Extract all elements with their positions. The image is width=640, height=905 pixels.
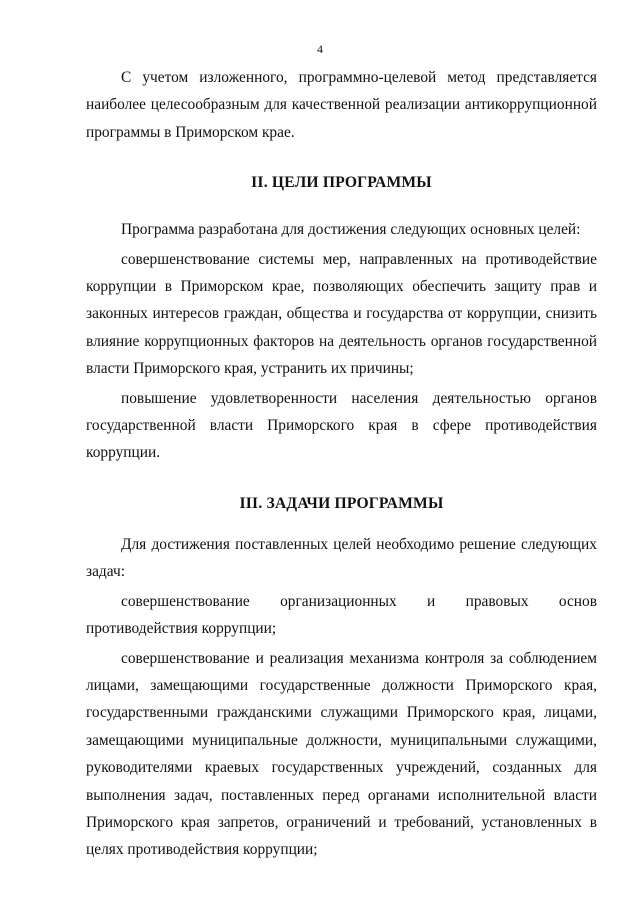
goal-paragraph: совершенствование системы мер, направленных на противодействие коррупции в Приморском крае, позволяющих обеспечить защиту прав и законных интересов граждан, общества и государства от коррупции, снизить влияние коррупционных факторов на деятельность органов государственной власти Приморского края, устранить их причины; [86,250,597,378]
document-body [86,64,597,864]
intro-paragraph: С учетом изложенного, программно-целевой метод представляется наиболее целесообразным для качественной реализации антикоррупционной программы в Приморском крае. [86,69,597,141]
page-number: 4 [317,42,323,56]
section-heading-tasks: III. ЗАДАЧИ ПРОГРАММЫ [239,494,444,512]
goals-intro-paragraph: Программа разработана для достижения следующих основных целей: [121,221,581,239]
task-paragraph: совершенствование и реализация механизма контроля за соблюдением лицами, замещающими государственные должности Приморского края, государственными гражданскими служащими Приморского края, лицами, замещающими муниципальные должности, муниципальными служащими, руководителями краевых государственных учреждений, созданных для выполнения задач, поставленных перед органами исполнительной власти Приморского края запретов, ограничений и требований, установленных в целях противодействия коррупции; [86,649,597,859]
section-heading-goals: II. ЦЕЛИ ПРОГРАММЫ [251,174,432,192]
tasks-intro-paragraph: Для достижения поставленных целей необходимо решение следующих задач: [86,535,597,581]
goal-paragraph: повышение удовлетворенности населения деятельностью органов государственной власти Приморского края в сфере противодействия коррупции. [86,389,597,462]
task-paragraph: совершенствование организационных и правовых основ противодействия коррупции; [86,592,597,638]
